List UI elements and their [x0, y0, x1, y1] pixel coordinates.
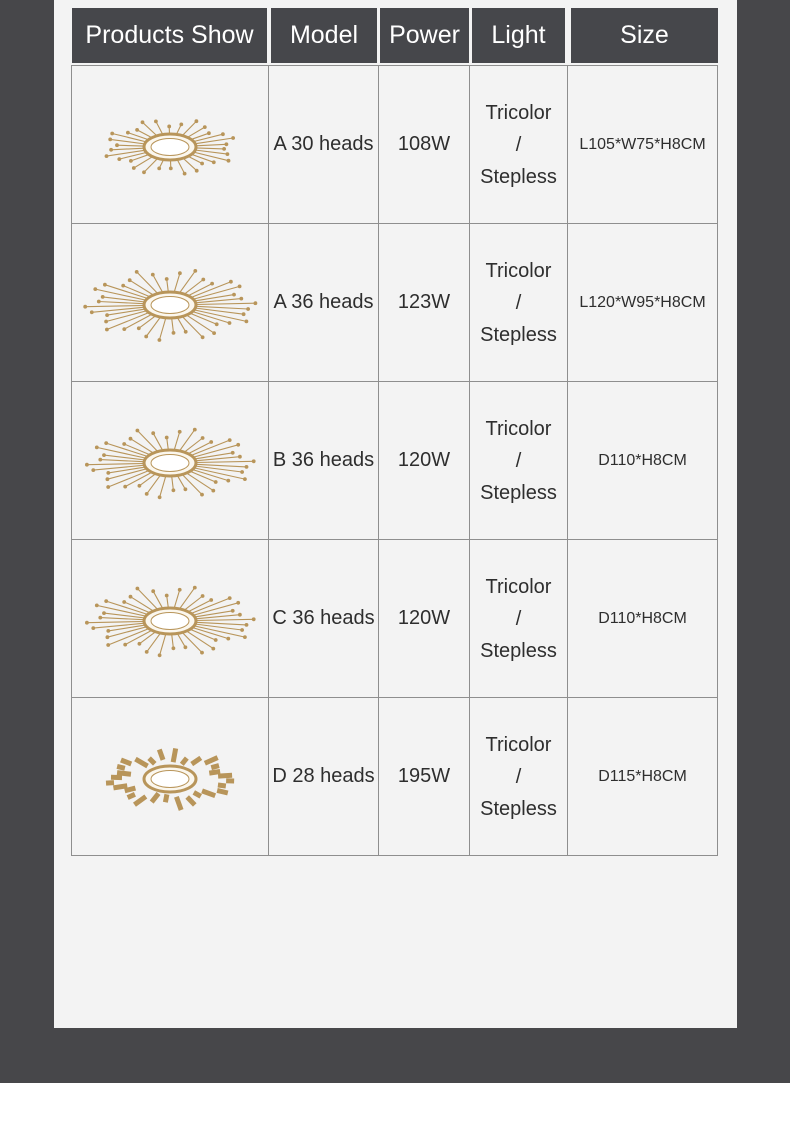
power-cell: 120W	[379, 382, 470, 540]
ceiling-lamp-36-heads-icon	[80, 263, 260, 343]
light-line: Tricolor	[485, 259, 552, 282]
ceiling-lamp-30-heads-icon	[80, 105, 260, 185]
light-separator: /	[515, 133, 522, 156]
product-image-cell	[72, 382, 269, 540]
product-image-cell	[72, 698, 269, 856]
header-power: Power	[380, 8, 469, 63]
table-row	[72, 224, 718, 382]
model-cell: C 36 heads	[269, 540, 379, 698]
power-cell: 108W	[379, 66, 470, 224]
model-cell: D 28 heads	[269, 698, 379, 856]
product-image-cell	[72, 224, 269, 382]
light-separator: /	[515, 291, 522, 314]
header-light: Light	[472, 8, 565, 63]
product-image-cell	[72, 66, 269, 224]
model-cell: A 36 heads	[269, 224, 379, 382]
ceiling-lamp-36-heads-icon	[80, 579, 260, 659]
light-line: Tricolor	[485, 417, 552, 440]
power-cell: 120W	[379, 540, 470, 698]
table-row	[72, 382, 718, 540]
header-model: Model	[271, 8, 377, 63]
light-separator: /	[515, 607, 522, 630]
light-cell	[470, 66, 568, 224]
power-cell: 123W	[379, 224, 470, 382]
ceiling-lamp-28-heads-icon	[80, 737, 260, 817]
light-cell	[470, 382, 568, 540]
product-spec-table	[71, 65, 718, 856]
light-line: Stepless	[480, 481, 557, 504]
light-line: Stepless	[480, 797, 557, 820]
power-cell: 195W	[379, 698, 470, 856]
size-cell: D110*H8CM	[568, 382, 718, 540]
light-line: Stepless	[480, 323, 557, 346]
size-cell: D110*H8CM	[568, 540, 718, 698]
light-line: Tricolor	[485, 733, 552, 756]
header-products-show: Products Show	[72, 8, 267, 63]
light-cell	[470, 224, 568, 382]
product-image-cell	[72, 540, 269, 698]
header-size: Size	[571, 8, 718, 63]
light-cell	[470, 540, 568, 698]
light-line: Tricolor	[485, 101, 552, 124]
table-row	[72, 66, 718, 224]
size-cell: D115*H8CM	[568, 698, 718, 856]
size-cell: L120*W95*H8CM	[568, 224, 718, 382]
table-row	[72, 698, 718, 856]
light-cell	[470, 698, 568, 856]
light-separator: /	[515, 449, 522, 472]
model-cell: B 36 heads	[269, 382, 379, 540]
model-cell: A 30 heads	[269, 66, 379, 224]
light-line: Tricolor	[485, 575, 552, 598]
ceiling-lamp-36-heads-icon	[80, 421, 260, 501]
table-row	[72, 540, 718, 698]
light-line: Stepless	[480, 165, 557, 188]
light-separator: /	[515, 765, 522, 788]
size-cell: L105*W75*H8CM	[568, 66, 718, 224]
light-line: Stepless	[480, 639, 557, 662]
